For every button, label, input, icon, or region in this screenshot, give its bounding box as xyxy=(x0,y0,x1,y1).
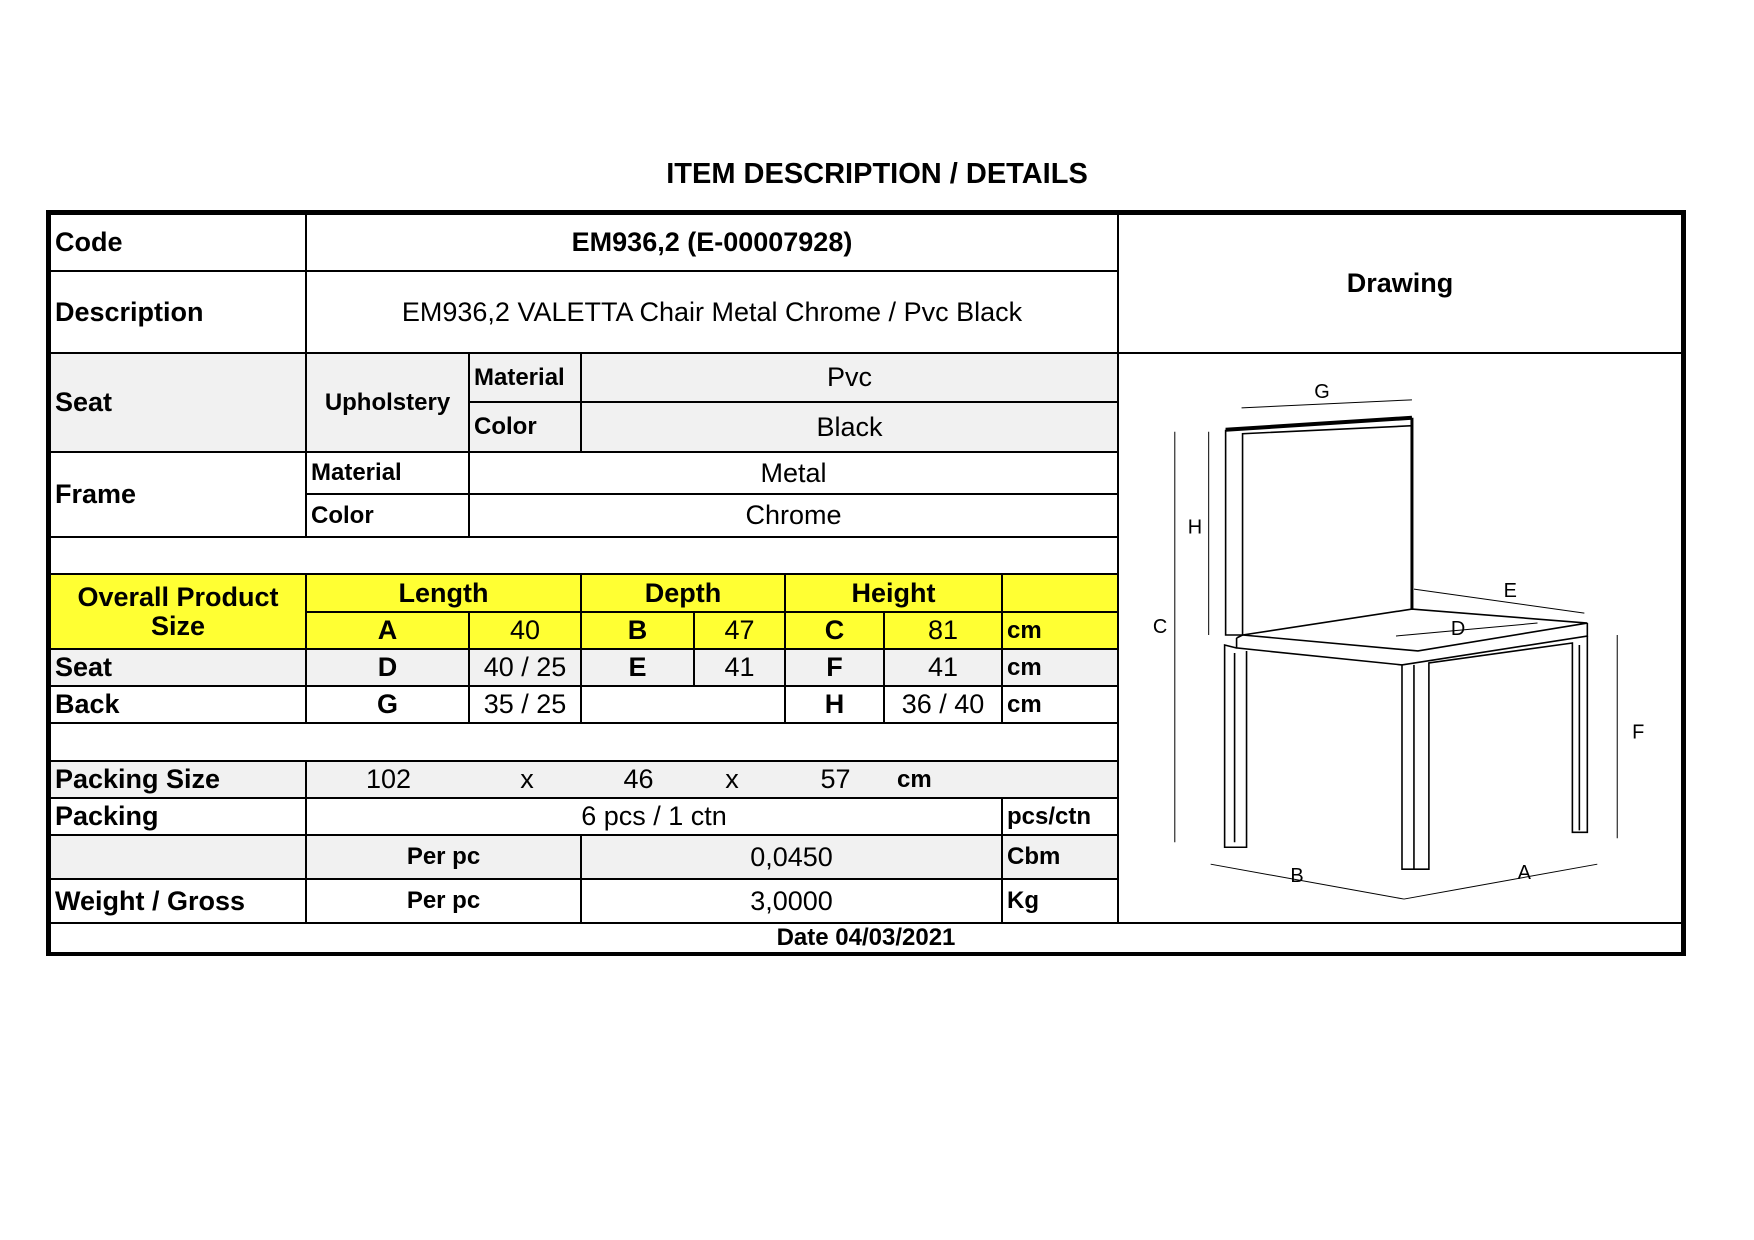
dim-line-B xyxy=(1211,864,1404,899)
description-label: Description xyxy=(50,271,306,353)
packing-label: Packing xyxy=(50,798,306,835)
back-blank-cell xyxy=(581,686,785,723)
drawing-letter-C: C xyxy=(1152,616,1168,639)
drawing-letter-B: B xyxy=(1290,865,1304,888)
packing-unit: pcs/ctn xyxy=(1002,798,1118,835)
dim-line-A xyxy=(1404,864,1597,899)
dim-A-value: 40 xyxy=(469,612,581,649)
dim-E-letter: E xyxy=(581,649,694,686)
frame-color-value: Chrome xyxy=(469,494,1118,537)
seat-color-value: Black xyxy=(581,402,1118,452)
dim-G-value: 35 / 25 xyxy=(469,686,581,723)
seat-label: Seat xyxy=(50,353,306,452)
drawing-letter-H: H xyxy=(1187,516,1203,539)
chair-drawing xyxy=(1119,353,1681,923)
seat-dims-unit: cm xyxy=(1002,649,1118,686)
packing-size-length: 102 xyxy=(365,764,412,795)
dim-B-letter: B xyxy=(581,612,694,649)
dim-A-letter: A xyxy=(306,612,469,649)
length-header: Length xyxy=(306,574,581,612)
volume-value: 0,0450 xyxy=(581,835,1002,879)
description-value: EM936,2 VALETTA Chair Metal Chrome / Pvc Black xyxy=(306,271,1118,353)
weight-per-label: Per pc xyxy=(306,879,581,923)
drawing-letter-E: E xyxy=(1503,580,1517,603)
dim-C-value: 81 xyxy=(884,612,1002,649)
weight-unit: Kg xyxy=(1002,879,1118,923)
weight-value: 3,0000 xyxy=(581,879,1002,923)
drawing-cell xyxy=(1118,353,1682,923)
spacer-row xyxy=(50,537,1118,574)
volume-label-blank xyxy=(50,835,306,879)
packing-size-x1: x xyxy=(520,764,534,795)
drawing-letter-F: F xyxy=(1632,721,1645,744)
frame-material-value: Metal xyxy=(469,452,1118,494)
dim-D-value: 40 / 25 xyxy=(469,649,581,686)
drawing-letter-D: D xyxy=(1450,618,1466,641)
packing-size-x2: x xyxy=(725,764,739,795)
item-details-sheet xyxy=(46,210,1686,956)
date-footer: Date 04/03/2021 xyxy=(50,923,1682,952)
seat-color-label: Color xyxy=(469,402,581,452)
packing-value: 6 pcs / 1 ctn xyxy=(306,798,1002,835)
back-dims-label: Back xyxy=(50,686,306,723)
volume-per-label: Per pc xyxy=(306,835,581,879)
dim-C-letter: C xyxy=(785,612,884,649)
seat-upholstery-label: Upholstery xyxy=(306,353,469,452)
code-label: Code xyxy=(50,214,306,271)
page-title: ITEM DESCRIPTION / DETAILS xyxy=(666,158,1088,190)
dim-B-value: 47 xyxy=(694,612,785,649)
back-dims-unit: cm xyxy=(1002,686,1118,723)
volume-unit: Cbm xyxy=(1002,835,1118,879)
size-unit: cm xyxy=(1002,612,1118,649)
front-left-leg xyxy=(1225,645,1247,847)
dim-E-value: 41 xyxy=(694,649,785,686)
dim-D-letter: D xyxy=(306,649,469,686)
packing-size-unit: cm xyxy=(897,765,932,793)
dim-line-E xyxy=(1414,589,1584,613)
overall-size-label: Overall Product Size xyxy=(50,574,306,649)
dim-G-letter: G xyxy=(306,686,469,723)
packing-size-row xyxy=(306,761,1118,798)
drawing-header: Drawing xyxy=(1118,214,1682,353)
code-value: EM936,2 (E-00007928) xyxy=(306,214,1118,271)
depth-header: Depth xyxy=(581,574,785,612)
packing-size-label: Packing Size xyxy=(50,761,306,798)
dim-F-letter: F xyxy=(785,649,884,686)
frame-color-label: Color xyxy=(306,494,469,537)
packing-size-width: 46 xyxy=(623,764,654,795)
weight-label: Weight / Gross xyxy=(50,879,306,923)
seat-material-value: Pvc xyxy=(581,353,1118,402)
backrest-outline xyxy=(1226,426,1412,635)
front-right-leg xyxy=(1402,636,1587,869)
seat-material-label: Material xyxy=(469,353,581,402)
frame-label: Frame xyxy=(50,452,306,537)
dim-H-letter: H xyxy=(785,686,884,723)
size-header-blank xyxy=(1002,574,1118,612)
seat-dims-label: Seat xyxy=(50,649,306,686)
dim-F-value: 41 xyxy=(884,649,1002,686)
height-header: Height xyxy=(785,574,1002,612)
drawing-letter-A: A xyxy=(1517,862,1531,885)
frame-material-label: Material xyxy=(306,452,469,494)
drawing-letter-G: G xyxy=(1314,380,1330,403)
packing-size-height: 57 xyxy=(820,764,851,795)
dim-H-value: 36 / 40 xyxy=(884,686,1002,723)
spacer-row-2 xyxy=(50,723,1118,761)
